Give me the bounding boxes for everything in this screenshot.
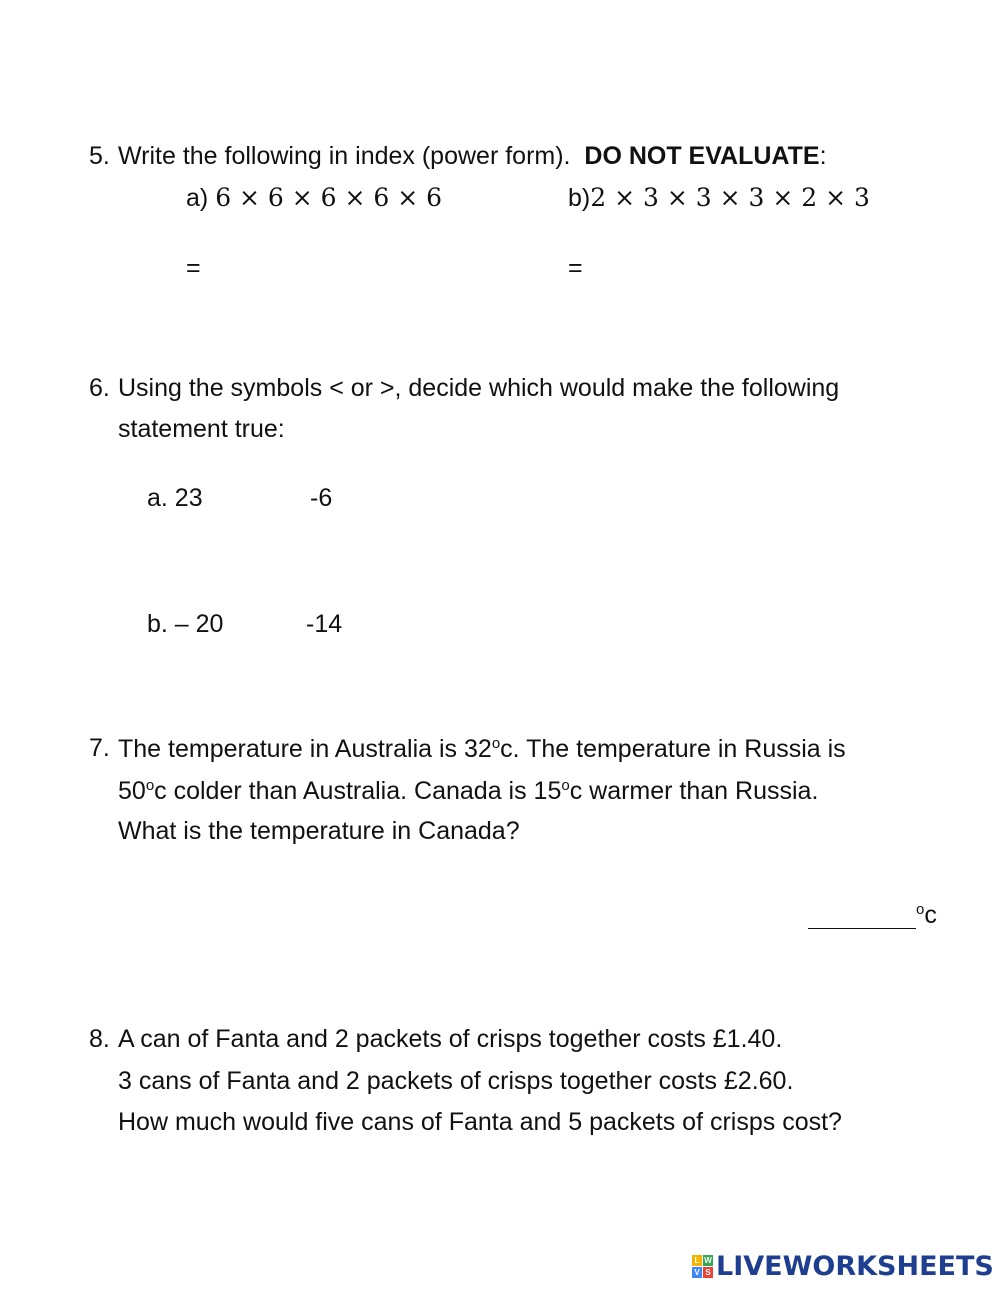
q5-part-a-label: a) <box>186 184 209 212</box>
degree-symbol: o <box>491 735 501 752</box>
q8-line-2: 3 cans of Fanta and 2 packets of crisps together costs £2.60. <box>118 1067 794 1095</box>
q7-line-3: What is the temperature in Canada? <box>118 817 520 845</box>
logo-text: LIVEWORKSHEETS <box>716 1251 994 1282</box>
q5-part-a <box>186 185 442 211</box>
q8-line-1: A can of Fanta and 2 packets of crisps together costs £1.40. <box>118 1025 783 1053</box>
q7-line-1 <box>118 736 846 762</box>
q6-line-2: statement true: <box>118 415 285 443</box>
q7-answer-blank[interactable] <box>808 906 916 929</box>
q6-part-a-value: -6 <box>310 484 333 512</box>
q6-part-b-label: b. – 20 <box>147 610 224 638</box>
q6-number: 6. <box>89 374 110 402</box>
logo-block: L <box>692 1255 702 1266</box>
logo-block: V <box>692 1267 702 1278</box>
q8-line-3: How much would five cans of Fanta and 5 packets of crisps cost? <box>118 1108 842 1136</box>
logo-blocks-icon <box>692 1255 713 1278</box>
q7-line-1-part-b: c. The temperature in Russia is <box>500 735 846 763</box>
q5-text: Write the following in index (power form). <box>118 142 585 170</box>
q6-line-1: Using the symbols < or >, decide which would make the following <box>118 374 840 402</box>
q7-line-2-part-c: c warmer than Russia. <box>569 777 819 805</box>
q6-part-a-label: a. 23 <box>147 484 203 512</box>
q5-emphasis: DO NOT EVALUATE <box>584 142 820 170</box>
q7-answer-unit: c <box>924 901 937 929</box>
liveworksheets-logo <box>692 1253 994 1280</box>
degree-symbol: o <box>145 777 155 794</box>
q5-part-a-expression: 6 × 6 × 6 × 6 × 6 <box>215 183 443 212</box>
q7-answer-line[interactable] <box>808 902 937 929</box>
logo-block: S <box>703 1267 713 1278</box>
q7-line-1-part-a: The temperature in Australia is 32 <box>118 735 492 763</box>
logo-block: W <box>704 1256 712 1265</box>
q7-line-2-part-a: 50 <box>118 777 146 805</box>
q7-line-2 <box>118 778 818 804</box>
degree-symbol: o <box>561 777 570 794</box>
degree-symbol: o <box>916 901 925 918</box>
q5-answer-a-equals: = <box>186 254 201 282</box>
q5-part-b-label: b) <box>568 184 591 212</box>
q5-number: 5. <box>89 142 110 170</box>
q5-prompt <box>118 144 827 169</box>
q5-colon: : <box>819 142 827 170</box>
q6-part-b-value: -14 <box>306 610 343 638</box>
q5-part-b <box>568 185 870 211</box>
q5-part-b-expression: 2 × 3 × 3 × 3 × 2 × 3 <box>590 183 870 212</box>
q7-number: 7. <box>89 734 110 762</box>
q7-line-2-part-b: c colder than Australia. Canada is 15 <box>154 777 562 805</box>
q8-number: 8. <box>89 1025 110 1053</box>
q5-answer-b-equals: = <box>568 254 583 282</box>
